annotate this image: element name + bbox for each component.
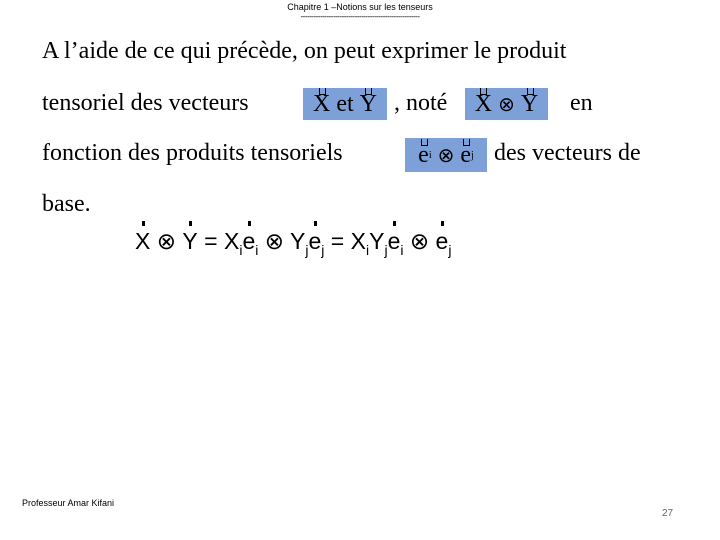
component-y: Y: [290, 228, 306, 254]
otimes-symbol: ⊗: [437, 144, 455, 167]
vector-y: Y: [520, 90, 539, 117]
vector-x: X: [474, 90, 493, 117]
basis-vector-e: e: [418, 141, 429, 168]
otimes-symbol: ⊗: [409, 228, 430, 254]
vector-x: X: [135, 228, 151, 254]
text-line-2-mid: , noté: [394, 90, 448, 116]
index-j: j: [305, 242, 309, 258]
index-i: i: [428, 149, 432, 161]
page-number: 27: [662, 508, 674, 519]
equals-sign: =: [204, 228, 218, 254]
component-x: X: [223, 228, 240, 254]
vector-x: X: [312, 90, 331, 117]
index-i: i: [239, 242, 243, 258]
index-i: i: [255, 242, 259, 258]
index-j: j: [448, 242, 452, 258]
component-x: X: [350, 228, 366, 254]
text-line-4: base.: [42, 191, 91, 217]
header-rule: -------------------------------------------------------: [300, 12, 420, 21]
otimes-symbol: ⊗: [264, 228, 285, 254]
basis-vector-e: e: [460, 141, 472, 168]
tensor-product-formula: [135, 228, 451, 258]
text-line-1: A l’aide de ce qui précède, on peut exprimer le produit: [42, 38, 567, 64]
chapter-title: Chapitre 1 –Notions sur les tenseurs: [287, 2, 433, 12]
index-j: j: [321, 242, 325, 258]
text-line-3-prefix: fonction des produits tensoriels: [42, 140, 343, 166]
slide-header: [0, 2, 720, 21]
basis-vector-e: e: [308, 228, 322, 254]
basis-tensor-product-box: [405, 138, 487, 172]
component-y: Y: [369, 228, 385, 254]
index-i: i: [400, 242, 404, 258]
index-j: j: [384, 242, 388, 258]
vectors-x-and-y-box: [303, 88, 387, 120]
otimes-symbol: ⊗: [498, 93, 515, 116]
index-j: j: [471, 149, 474, 161]
vector-y: Y: [359, 90, 377, 117]
author-credit: Professeur Amar Kifani: [22, 498, 115, 508]
text-line-3-suffix: des vecteurs de: [494, 140, 641, 166]
basis-vector-e: e: [242, 228, 256, 254]
text-line-2-suffix: en: [570, 90, 593, 116]
tensor-product-x-y-box: [465, 88, 548, 120]
basis-vector-e: e: [387, 228, 401, 254]
index-i: i: [365, 242, 370, 258]
otimes-symbol: ⊗: [156, 228, 177, 254]
text-line-2-prefix: tensoriel des vecteurs: [42, 90, 249, 116]
basis-vector-e: e: [435, 228, 449, 254]
equals-sign: =: [330, 228, 345, 254]
conjunction-et: et: [336, 90, 354, 117]
vector-y: Y: [182, 228, 198, 254]
